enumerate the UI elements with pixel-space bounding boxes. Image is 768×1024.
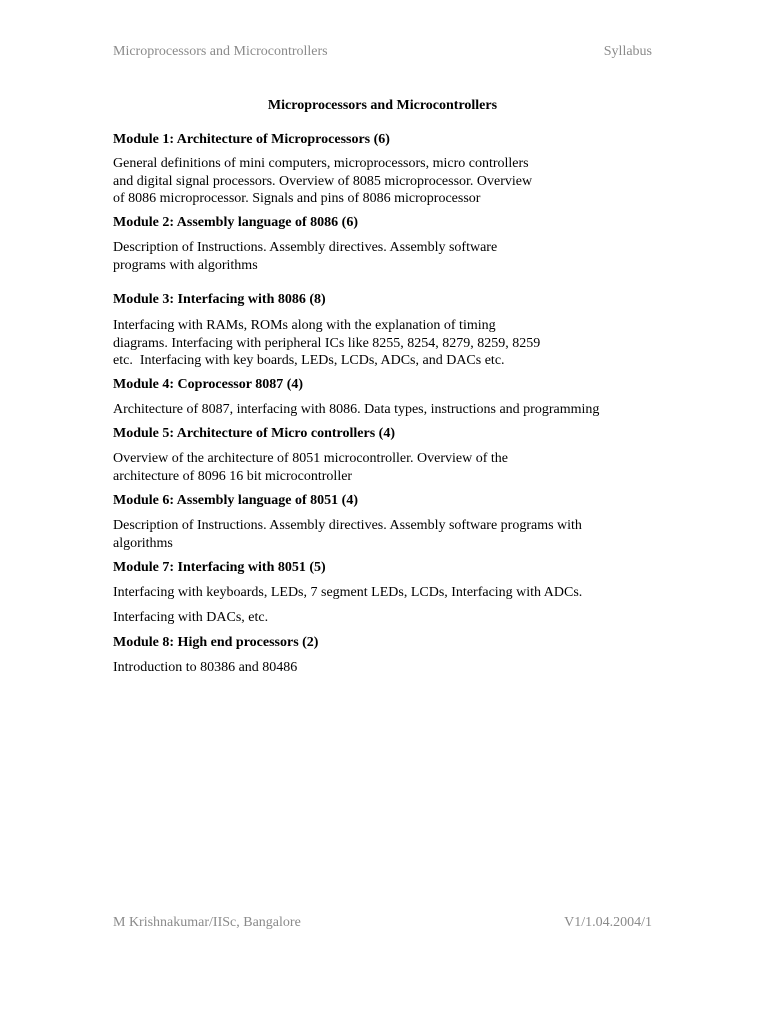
running-footer: [113, 915, 652, 931]
document-title: Microprocessors and Microcontrollers: [267, 98, 498, 113]
header-section-label: Syllabus: [603, 44, 652, 59]
text-line: General definitions of mini computers, microprocessors, micro controllers: [113, 156, 529, 171]
text-line: of 8086 microprocessor. Signals and pins of 8086 microprocessor: [113, 191, 481, 206]
text-line: etc. Interfacing with key boards, LEDs, LCDs, ADCs, and DACs etc.: [113, 353, 505, 368]
module-heading: Module 7: Interfacing with 8051 (5): [113, 560, 326, 575]
running-header: [113, 44, 652, 60]
text-line: programs with algorithms: [113, 257, 258, 273]
module-heading: Module 4: Coprocessor 8087 (4): [113, 377, 304, 392]
module-description: [113, 317, 673, 370]
module-heading: Module 2: Assembly language of 8086 (6): [113, 215, 358, 230]
text-line: Architecture of 8087, interfacing with 8086. Data types, instructions and programming: [113, 402, 600, 417]
text-line: and digital signal processors. Overview of 8085 microprocessor. Overview: [113, 173, 533, 189]
module-heading: Module 8: High end processors (2): [113, 635, 319, 650]
text-line: Interfacing with DACs, etc.: [113, 610, 269, 625]
text-line: Interfacing with RAMs, ROMs along with the explanation of timing: [113, 318, 496, 333]
module-heading: Module 3: Interfacing with 8086 (8): [113, 292, 326, 307]
text-line: Introduction to 80386 and 80486: [113, 660, 298, 675]
module-description: [113, 401, 673, 419]
module-heading: Module 5: Architecture of Micro controllers (4): [113, 426, 395, 441]
module-description: [113, 155, 673, 208]
header-course-title: Microprocessors and Microcontrollers: [113, 44, 328, 59]
text-line: Interfacing with keyboards, LEDs, 7 segment LEDs, LCDs, Interfacing with ADCs.: [113, 585, 583, 600]
text-line: Overview of the architecture of 8051 microcontroller. Overview of the: [113, 451, 508, 466]
module-description: [113, 609, 673, 627]
module-description: [113, 517, 673, 552]
module-description: [113, 659, 673, 677]
module-description: [113, 239, 673, 274]
text-line: Description of Instructions. Assembly directives. Assembly software programs with: [113, 518, 582, 533]
footer-version: V1/1.04.2004/1: [564, 915, 652, 930]
text-line: Description of Instructions. Assembly directives. Assembly software: [113, 240, 498, 255]
module-heading: Module 1: Architecture of Microprocessors (6): [113, 132, 390, 147]
text-line: architecture of 8096 16 bit microcontroller: [113, 468, 353, 484]
module-heading: Module 6: Assembly language of 8051 (4): [113, 493, 358, 508]
module-description: [113, 450, 673, 485]
module-description: [113, 584, 673, 602]
footer-author: M Krishnakumar/IISc, Bangalore: [113, 915, 301, 930]
text-line: algorithms: [113, 535, 173, 551]
text-line: diagrams. Interfacing with peripheral ICs like 8255, 8254, 8279, 8259, 8259: [113, 335, 541, 351]
